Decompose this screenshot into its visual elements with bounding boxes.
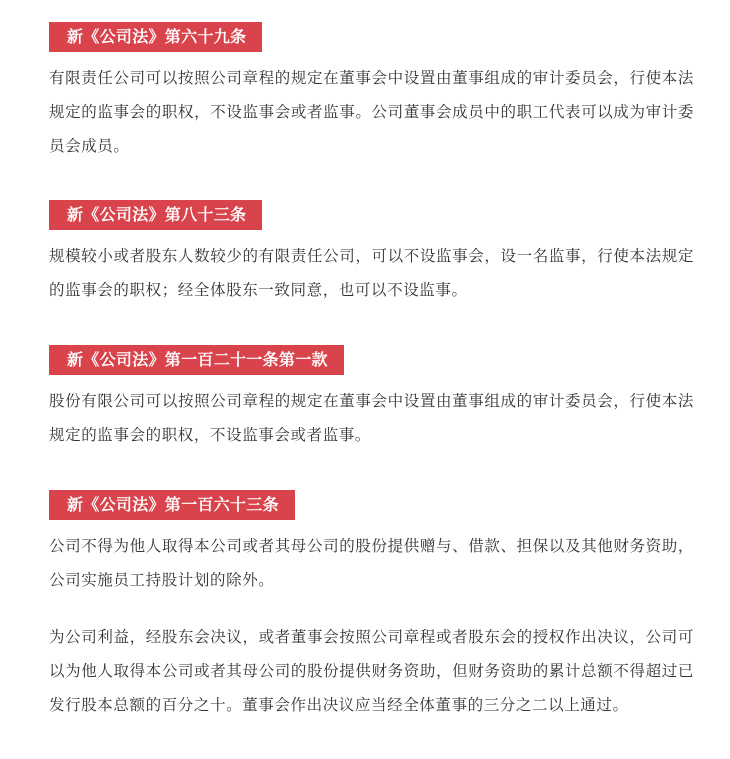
article-heading-69: 新《公司法》第六十九条 (49, 22, 262, 52)
article-163-paragraph-2: 为公司利益，经股东会决议，或者董事会按照公司章程或者股东会的授权作出决议，公司可以为他人取得本公司或者其母公司的股份提供财务资助，但财务资助的累计总额不得超过已发行股本总额的百分之十。董事会作出决议应当经全体董事的三分之二以上通过。 (49, 628, 694, 714)
article-heading-121: 新《公司法》第一百二十一条第一款 (49, 345, 344, 375)
article-69-paragraph: 有限责任公司可以按照公司章程的规定在董事会中设置由董事组成的审计委员会，行使本法规定的监事会的职权，不设监事会或者监事。公司董事会成员中的职工代表可以成为审计委员会成员。 (49, 69, 694, 155)
article-83-paragraph: 规模较小或者股东人数较少的有限责任公司，可以不设监事会，设一名监事，行使本法规定的监事会的职权；经全体股东一致同意，也可以不设监事。 (49, 247, 694, 299)
article-heading-83: 新《公司法》第八十三条 (49, 200, 262, 230)
article-163-paragraph-1: 公司不得为他人取得本公司或者其母公司的股份提供赠与、借款、担保以及其他财务资助，公司实施员工持股计划的除外。 (49, 537, 694, 589)
article-121-paragraph: 股份有限公司可以按照公司章程的规定在董事会中设置由董事组成的审计委员会，行使本法规定的监事会的职权，不设监事会或者监事。 (49, 392, 694, 444)
article-heading-163: 新《公司法》第一百六十三条 (49, 490, 295, 520)
